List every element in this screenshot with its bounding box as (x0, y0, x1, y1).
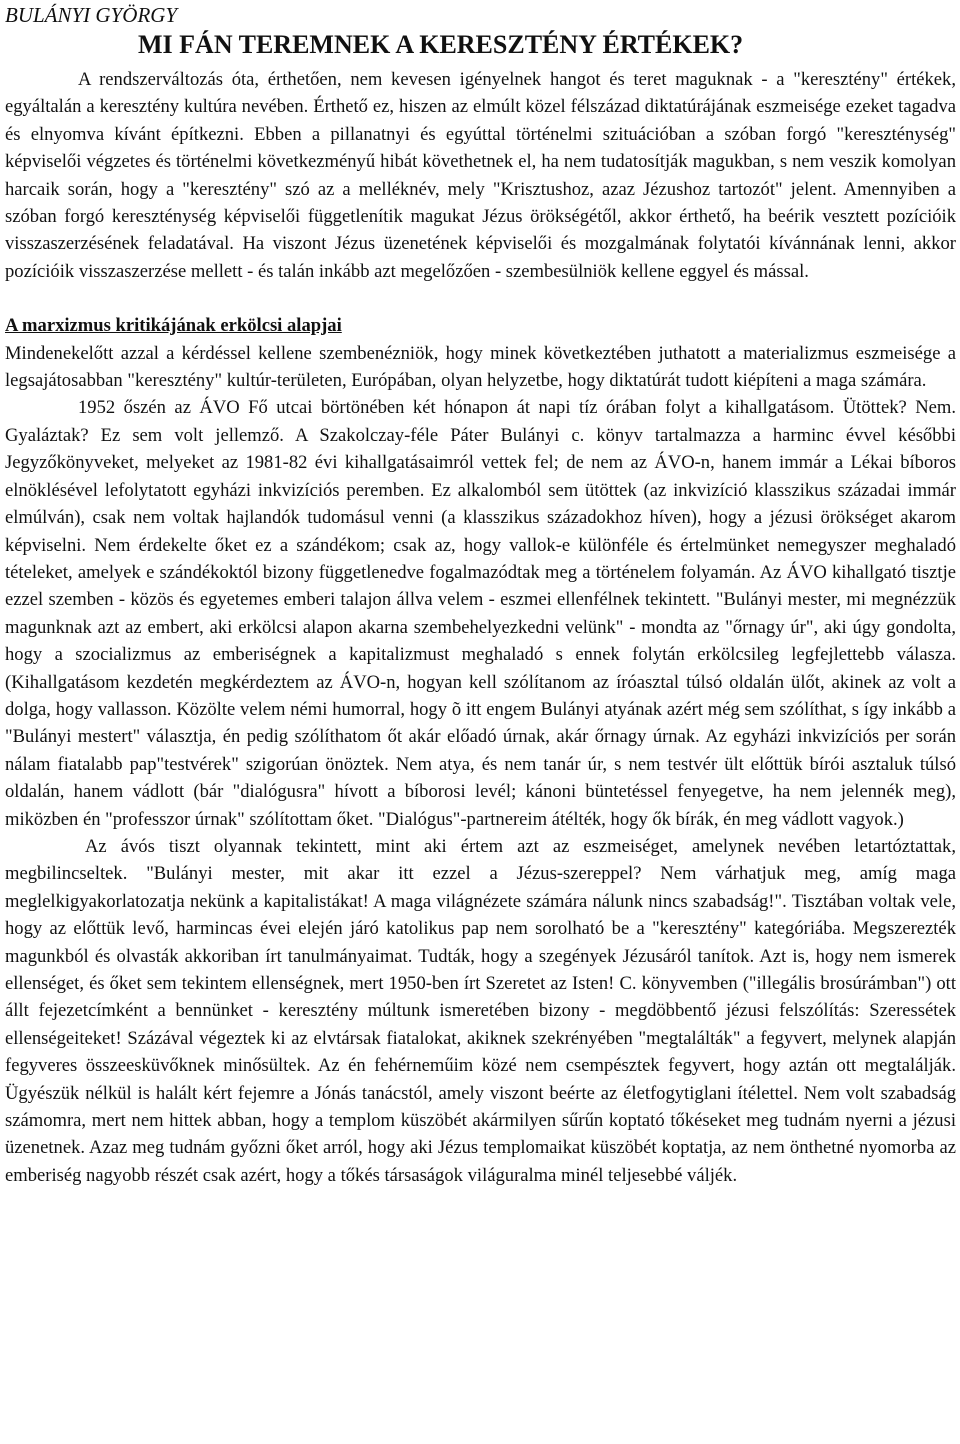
author-name: BULÁNYI GYÖRGY (5, 3, 178, 27)
intro-paragraph: A rendszerváltozás óta, érthetően, nem kevesen igényelnek hangot és teret maguknak - a "keresztény" értékek, egyáltalán a keresztény kultúra nevében. Érthető ez, hiszen az elmúlt közel félszázad diktatúrájának eszmeisége ezeket tagadva és elnyomva kívánt építkezni. Ebben a pillanatnyi és egyúttal történelmi szituációban a szóban forgó "kereszténység" képviselői végzetes és történelmi következményű hibát követhetnek el, ha nem tudatosítják magukban, s nem veszik komolyan harcaik során, hogy a "keresztény" szó az a melléknév, mely "Krisztushoz, azaz Jézushoz tartozót" jelent. Amennyiben a szóban forgó kereszténység képviselői függetlenítik magukat Jézus örökségétől, akkor érthető, ha beérik vesztett pozícióik visszaszerzésének feladatával. Ha viszont Jézus üzenetének képviselői és mozgalmának folytatói kívánnának lenni, akkor pozícióik visszaszerzése mellett - és talán inkább azt megelőzően - szembesülniök kellene eggyel és mással. (5, 69, 956, 282)
section-paragraph-3: Az ávós tiszt olyannak tekintett, mint aki értem azt az eszmeiséget, amelynek nevében letartóztattak, megbilincseltek. "Bulányi mester, mit akar itt ezzel a Jézus-szereppel? Nem várhatjuk meg, amíg maga meglelkigyakorlatozatja nekünk a kapitalistákat! A maga világnézete számára nálunk nincs szabadság!". Tisztában voltak vele, hogy az előttük levő, harmincas évei elején járó katolikus pap nem sorolható be a "keresztény" kategóriába. Megszerezték magunkból és olvasták akkoriban írt tanulmányaimat. Tudták, hogy a szegények Jézusáról tanítok. Azt is, hogy nem ismerek ellenséget, és őket sem tekintem ellenségnek, mert 1950-ben írt Szeretet az Isten! C. könyvemben ("illegális brosúrámban") ott állt fejezetcímként a bennünket - keresztény múltunk ismeretében bizony - megdöbbentő jézusi felszólítás: Szeressétek ellenségeiteket! Százával végeztek ki az elvtársak fiatalokat, akiknek szekrényében "megtalálták" a fegyvert, melynek alapján fegyveres összeesküvőknek minősültek. Az én fehérneműim közé nem csempésztek fegyvert, hogy aztán ott megtalálják. Ügyészük nélkül is halált kért fejemre a Jónás tanácstól, amely viszont beérte az életfogytiglani ítélettel. Nem volt szabadság számomra, mert nem hittek abban, hogy a templom küszöbét akármilyen sűrűn koptató tőkéseket meg tudnám nyerni a jézusi üzenetnek. Azaz meg tudnám győzni őket arról, hogy aki Jézus templomaikat küszöbét koptatja, az nem önthetné nyomorba az emberiség nagyobb részét csak azért, hogy a tőkés társaságok világuralma minél teljesebbé váljék. (5, 835, 956, 1186)
paragraph-spacer (5, 285, 956, 312)
document-page (5, 0, 956, 1189)
section-heading: A marxizmus kritikájának erkölcsi alapjai (5, 315, 342, 337)
document-title: MI FÁN TEREMNEK A KERESZTÉNY ÉRTÉKEK? (138, 30, 744, 59)
section-paragraph-2: 1952 őszén az ÁVO Fő utcai börtönében két hónapon át napi tíz órában folyt a kihallgatásom. Ütöttek? Nem. Gyaláztak? Ez sem volt jellemző. A Szakolczay-féle Páter Bulányi c. könyv tartalmazza a harminc évvel későbbi Jegyzőkönyveket, melyeket az 1981-82 évi kihallgatásaimról vettek fel; de nem az ÁVO-n, hanem immár a Lékai bíboros elnöklésével lefolytatott egyházi inkvizíciós peremben. Ez alkalomból sem ütöttek (az inkvizíció klasszikus századai immár elmúlván), csak nem voltak hajlandók tudomásul venni (a klasszikus századokhoz híven), hogy a jézusi örökséget akarom képviselni. Nem érdekelte őket ez a szándékom; csak az, hogy vallok-e különféle és értelmünket nemegyszer meghaladó tételeket, amelyek e szándékoktól bizony függetlenedve fogalmazódtak meg a történelem folyamán. Az ÁVO kihallgató tisztje ezzel szemben - közös és egyetemes emberi talajon állva velem - eszmei ellenfélnek tekintett. "Bulányi mester, mi megnézzük magunknak azt az embert, aki erkölcsi alapon akarna szembehelyezkedni velünk" - mondta az "őrnagy úr", aki úgy gondolta, hogy a szocializmus az emberiségnek a kapitalizmust meghaladó s ennek folytán erkölcsileg legfejlettebb válasza. (Kihallgatásom kezdetén megkérdeztem az ÁVO-n, hogyan kell szólítanom az íróasztal túlsó oldalán ülőt, akinek az volt a dolga, hogy vallasson. Közölte velem némi humorral, hogy õ itt engem Bulányi atyának azért még sem szólíthat, s így inkább a "Bulányi mestert" választja, én pedig szólíthatom őt akár előadó úrnak, akár őrnagy úrnak. Az egyházi inkvizíciós per során nálam fiatalabb pap"testvérek" szigorúan önöztek. Nem atya, és nem tanár úr, s nem testvér ült előttük bírói asztaluk túlsó oldalán, hanem vádlott (bár "dialógusra" hívott a bíborosi levél; kánoni büntetéssel fenyegetve, ha nem jelennék meg), miközben én "professzor úrnak" szólítottam őket. "Dialógus"-partnereim átélték, hogy ők bírák, én meg vádlott vagyok.) (5, 397, 956, 830)
section-paragraph-1: Mindenekelőtt azzal a kérdéssel kellene szembenézniök, hogy minek következtében juthatott a materializmus eszmeisége a legsajátosabban "keresztény" kultúr-területen, Európában, olyan helyzetbe, hogy diktatúrát tudott kiépíteni a maga számára. (5, 342, 956, 392)
